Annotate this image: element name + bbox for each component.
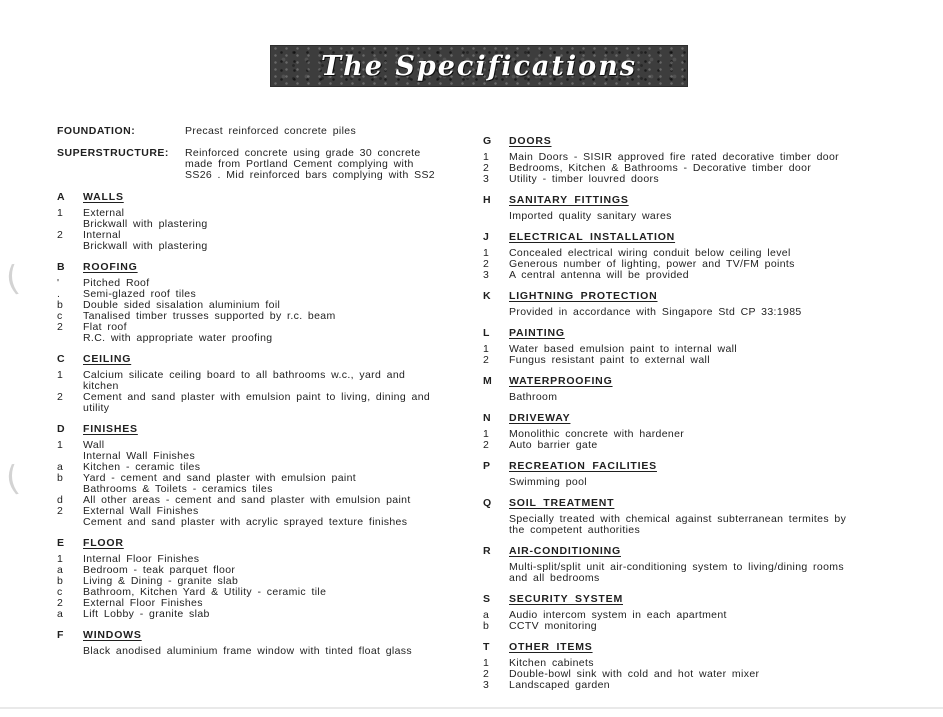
section-header xyxy=(483,498,925,509)
item-text: Specially treated with chemical against subterranean termites by xyxy=(509,513,847,525)
item-label: b xyxy=(483,620,490,632)
section-letter: A xyxy=(57,191,65,203)
section-header xyxy=(57,262,467,273)
item-text: Black anodised aluminium frame window with tinted float glass xyxy=(83,645,413,657)
section-header xyxy=(483,136,925,147)
item-text: Bedrooms, Kitchen & Bathrooms - Decorative timber door xyxy=(509,162,812,174)
item-text: Calcium silicate ceiling board to all bathrooms w.c., yard and xyxy=(83,369,406,381)
intro-line: SS26 . Mid reinforced bars complying with SS2 xyxy=(185,169,435,181)
item-label: d xyxy=(57,494,64,506)
item-text: Bedroom - teak parquet floor xyxy=(83,564,236,576)
section-title: WINDOWS xyxy=(83,629,142,641)
item-label: 1 xyxy=(57,369,64,381)
spec-section xyxy=(483,498,925,536)
spec-section xyxy=(57,538,467,620)
item-text: Double-bowl sink with cold and hot water mixer xyxy=(509,668,760,680)
section-header xyxy=(483,195,925,206)
item-text: Semi-glazed roof tiles xyxy=(83,288,197,300)
item-text: Utility - timber louvred doors xyxy=(509,173,660,185)
item-label: 3 xyxy=(483,679,490,691)
section-rows xyxy=(57,208,467,252)
item-label: 1 xyxy=(483,151,490,163)
item-text: Kitchen cabinets xyxy=(509,657,594,669)
intro-line: Reinforced concrete using grade 30 concrete xyxy=(185,147,421,159)
spec-section xyxy=(57,192,467,252)
spec-row xyxy=(483,525,925,536)
spec-row xyxy=(57,646,467,657)
section-header xyxy=(483,413,925,424)
spec-row xyxy=(483,307,925,318)
item-label: 2 xyxy=(57,391,64,403)
spec-row xyxy=(57,517,467,528)
item-text: Bathroom, Kitchen Yard & Utility - ceramic tile xyxy=(83,586,327,598)
spec-row xyxy=(483,680,925,691)
section-letter: P xyxy=(483,460,491,472)
item-label xyxy=(57,403,83,414)
section-header xyxy=(483,291,925,302)
item-label: 1 xyxy=(57,207,64,219)
section-rows xyxy=(483,248,925,281)
spec-row xyxy=(57,333,467,344)
section-rows xyxy=(483,344,925,366)
item-label: 1 xyxy=(483,657,490,669)
section-title: FLOOR xyxy=(83,537,124,549)
section-title: ELECTRICAL INSTALLATION xyxy=(509,231,676,243)
item-label: c xyxy=(57,310,63,322)
spec-section xyxy=(483,461,925,488)
section-letter: K xyxy=(483,290,491,302)
section-header xyxy=(57,424,467,435)
item-text: Lift Lobby - granite slab xyxy=(83,608,210,620)
item-text: External Floor Finishes xyxy=(83,597,203,609)
item-text: Water based emulsion paint to internal wall xyxy=(509,343,738,355)
item-text: External xyxy=(83,207,125,219)
intro-line: made from Portland Cement complying with xyxy=(185,158,414,170)
spec-section xyxy=(483,413,925,451)
item-label: c xyxy=(57,586,63,598)
section-title: OTHER ITEMS xyxy=(509,641,593,653)
item-label: ' xyxy=(57,277,60,289)
section-title: SANITARY FITTINGS xyxy=(509,194,629,206)
item-text: R.C. with appropriate water proofing xyxy=(83,332,273,344)
section-letter: N xyxy=(483,412,491,424)
item-text: Imported quality sanitary wares xyxy=(509,210,672,222)
spec-section xyxy=(483,328,925,366)
item-text: and all bedrooms xyxy=(509,572,600,584)
spec-section xyxy=(483,546,925,584)
spec-row xyxy=(57,241,467,252)
section-header xyxy=(483,461,925,472)
superstructure-entry xyxy=(57,148,467,181)
section-title: DOORS xyxy=(509,135,552,147)
item-text: Cement and sand plaster with emulsion paint to living, dining and xyxy=(83,391,431,403)
item-text: Provided in accordance with Singapore Std CP 33:1985 xyxy=(509,306,802,318)
item-label: 3 xyxy=(483,269,490,281)
item-label xyxy=(483,562,509,573)
section-rows xyxy=(483,658,925,691)
item-text: Main Doors - SISIR approved fire rated decorative timber door xyxy=(509,151,840,163)
item-text: utility xyxy=(83,402,110,414)
section-header xyxy=(483,594,925,605)
item-text: Audio intercom system in each apartment xyxy=(509,609,727,621)
section-title: SECURITY SYSTEM xyxy=(509,593,623,605)
section-title: AIR-CONDITIONING xyxy=(509,545,621,557)
spec-section xyxy=(483,291,925,318)
section-header xyxy=(483,328,925,339)
section-letter: G xyxy=(483,135,492,147)
item-text: Living & Dining - granite slab xyxy=(83,575,239,587)
item-label xyxy=(57,517,83,528)
section-letter: C xyxy=(57,353,65,365)
section-rows xyxy=(483,307,925,318)
item-label: b xyxy=(57,299,64,311)
item-label: 2 xyxy=(483,668,490,680)
spec-row xyxy=(483,477,925,488)
item-label: 1 xyxy=(483,343,490,355)
section-title: PAINTING xyxy=(509,327,565,339)
section-letter: S xyxy=(483,593,491,605)
spec-section xyxy=(57,630,467,657)
section-title: DRIVEWAY xyxy=(509,412,571,424)
section-rows xyxy=(57,370,467,414)
spec-row xyxy=(483,573,925,584)
item-label xyxy=(483,392,509,403)
item-label: 2 xyxy=(57,229,64,241)
spec-section xyxy=(57,424,467,528)
item-text: Fungus resistant paint to external wall xyxy=(509,354,710,366)
item-text: Pitched Roof xyxy=(83,277,150,289)
section-header xyxy=(57,354,467,365)
item-label: 1 xyxy=(57,553,64,565)
spec-row xyxy=(483,211,925,222)
section-letter: T xyxy=(483,641,490,653)
scan-edge-line xyxy=(0,707,943,709)
item-text: Concealed electrical wiring conduit below ceiling level xyxy=(509,247,791,259)
item-text: Generous number of lighting, power and TV/FM points xyxy=(509,258,795,270)
spec-row xyxy=(483,270,925,281)
item-text: Cement and sand plaster with acrylic sprayed texture finishes xyxy=(83,516,408,528)
section-letter: D xyxy=(57,423,65,435)
spec-section xyxy=(57,262,467,344)
section-header xyxy=(57,630,467,641)
section-header xyxy=(483,546,925,557)
item-text: Internal Floor Finishes xyxy=(83,553,200,565)
section-rows xyxy=(483,610,925,632)
item-text: Yard - cement and sand plaster with emulsion paint xyxy=(83,472,357,484)
item-text: External Wall Finishes xyxy=(83,505,199,517)
superstructure-value xyxy=(185,148,467,181)
item-label xyxy=(57,241,83,252)
item-label: a xyxy=(483,609,490,621)
section-header xyxy=(483,232,925,243)
item-text: the competent authorities xyxy=(509,524,641,536)
item-text: Bathroom xyxy=(509,391,558,403)
item-label: 2 xyxy=(483,162,490,174)
section-rows xyxy=(483,392,925,403)
item-label: 1 xyxy=(483,247,490,259)
section-letter: R xyxy=(483,545,491,557)
item-label xyxy=(483,211,509,222)
spec-section xyxy=(483,594,925,632)
item-label xyxy=(483,525,509,536)
section-rows xyxy=(483,514,925,536)
section-letter: H xyxy=(483,194,491,206)
item-label: 2 xyxy=(483,354,490,366)
item-text: Brickwall with plastering xyxy=(83,218,208,230)
section-rows xyxy=(57,554,467,620)
spec-section xyxy=(483,232,925,281)
section-letter: Q xyxy=(483,497,492,509)
spec-row xyxy=(483,392,925,403)
section-letter: B xyxy=(57,261,65,273)
item-label xyxy=(483,307,509,318)
item-label: a xyxy=(57,461,64,473)
item-label: 2 xyxy=(483,439,490,451)
item-label: 1 xyxy=(483,428,490,440)
item-text: Swimming pool xyxy=(509,476,587,488)
section-title: SOIL TREATMENT xyxy=(509,497,615,509)
spec-row xyxy=(483,621,925,632)
spec-row xyxy=(483,440,925,451)
spec-section xyxy=(483,642,925,691)
item-text: Internal xyxy=(83,229,121,241)
section-header xyxy=(483,642,925,653)
section-header xyxy=(57,192,467,203)
item-text: All other areas - cement and sand plaster with emulsion paint xyxy=(83,494,411,506)
item-label: a xyxy=(57,564,64,576)
spec-section xyxy=(483,376,925,403)
spec-section xyxy=(483,136,925,185)
item-label: 3 xyxy=(483,173,490,185)
foundation-label: FOUNDATION: xyxy=(57,125,136,137)
section-rows xyxy=(483,152,925,185)
item-label xyxy=(483,573,509,584)
intro-line: Precast reinforced concrete piles xyxy=(185,125,357,137)
section-title: LIGHTNING PROTECTION xyxy=(509,290,658,302)
title-banner xyxy=(270,45,688,87)
item-text: kitchen xyxy=(83,380,119,392)
left-column xyxy=(57,126,467,657)
item-label: 2 xyxy=(57,321,64,333)
section-title: ROOFING xyxy=(83,261,138,273)
spec-row xyxy=(57,392,467,403)
item-label: 1 xyxy=(57,439,64,451)
section-title: CEILING xyxy=(83,353,132,365)
section-title: RECREATION FACILITIES xyxy=(509,460,657,472)
section-rows xyxy=(483,562,925,584)
section-title: FINISHES xyxy=(83,423,138,435)
item-text: Tanalised timber trusses supported by r.c. beam xyxy=(83,310,336,322)
item-label xyxy=(57,333,83,344)
item-text: Double sided sisalation aluminium foil xyxy=(83,299,281,311)
section-rows xyxy=(57,646,467,657)
item-label xyxy=(483,514,509,525)
item-text: Brickwall with plastering xyxy=(83,240,208,252)
section-letter: J xyxy=(483,231,490,243)
superstructure-label: SUPERSTRUCTURE: xyxy=(57,147,169,159)
item-text: Wall xyxy=(83,439,105,451)
right-column xyxy=(483,126,925,691)
item-label: b xyxy=(57,575,64,587)
item-text: A central antenna will be provided xyxy=(509,269,689,281)
item-text: Landscaped garden xyxy=(509,679,610,691)
section-rows xyxy=(483,211,925,222)
item-label: 2 xyxy=(57,505,64,517)
item-text: Internal Wall Finishes xyxy=(83,450,196,462)
item-text: Kitchen - ceramic tiles xyxy=(83,461,201,473)
binder-ring-mark-bottom: ( xyxy=(3,458,22,500)
section-header xyxy=(57,538,467,549)
item-label xyxy=(57,646,83,657)
binder-ring-mark-top: ( xyxy=(3,258,22,300)
item-label: . xyxy=(57,288,61,300)
section-letter: F xyxy=(57,629,64,641)
section-letter: E xyxy=(57,537,65,549)
spec-row xyxy=(483,174,925,185)
item-text: Multi-split/split unit air-conditioning system to living/dining rooms xyxy=(509,561,844,573)
item-label xyxy=(483,477,509,488)
section-letter: M xyxy=(483,375,493,387)
section-letter: L xyxy=(483,327,490,339)
item-label: b xyxy=(57,472,64,484)
spec-row xyxy=(57,609,467,620)
item-text: Flat roof xyxy=(83,321,127,333)
foundation-entry xyxy=(57,126,467,137)
section-rows xyxy=(57,278,467,344)
item-text: Monolithic concrete with hardener xyxy=(509,428,685,440)
section-rows xyxy=(483,477,925,488)
spec-row xyxy=(57,403,467,414)
section-rows xyxy=(483,429,925,451)
page-title: The Specifications xyxy=(321,50,637,82)
item-label: 2 xyxy=(483,258,490,270)
item-text: CCTV monitoring xyxy=(509,620,597,632)
section-title: WATERPROOFING xyxy=(509,375,613,387)
item-text: Bathrooms & Toilets - ceramics tiles xyxy=(83,483,273,495)
spec-row xyxy=(483,355,925,366)
foundation-value xyxy=(185,126,467,137)
spec-section xyxy=(57,354,467,414)
section-title: WALLS xyxy=(83,191,124,203)
spec-section xyxy=(483,195,925,222)
item-label: a xyxy=(57,608,64,620)
section-rows xyxy=(57,440,467,528)
item-text: Auto barrier gate xyxy=(509,439,598,451)
section-header xyxy=(483,376,925,387)
item-label: 2 xyxy=(57,597,64,609)
